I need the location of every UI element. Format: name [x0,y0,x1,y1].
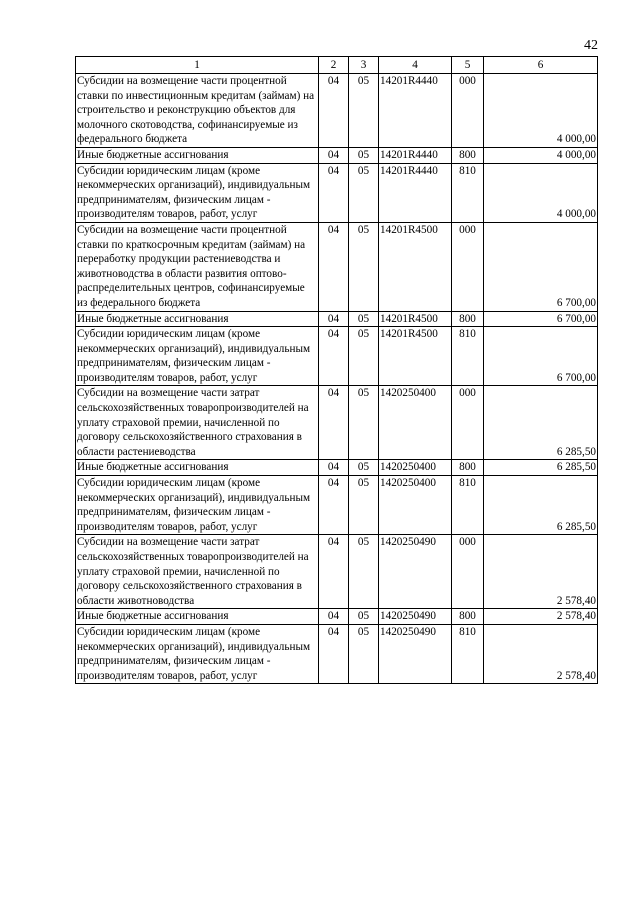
row-amount-cell: 2 578,40 [484,624,598,683]
row-name-cell: Иные бюджетные ассигнования [76,460,319,476]
table-row [76,386,598,460]
row-subsection-cell: 05 [349,386,379,460]
table-row [76,163,598,222]
row-section-cell: 04 [319,624,349,683]
row-section-cell: 04 [319,147,349,163]
row-name-cell: Субсидии юридическим лицам (кроме некоммерческих организаций), индивидуальным предпринимателям, физическим лицам - производителям товаров, работ, услуг [76,163,319,222]
row-expense-type-cell: 000 [452,535,484,609]
row-expense-type-cell: 800 [452,609,484,625]
row-expense-type-cell: 810 [452,476,484,535]
row-amount-cell: 6 700,00 [484,222,598,311]
row-amount-cell: 4 000,00 [484,163,598,222]
row-name-cell: Субсидии юридическим лицам (кроме некоммерческих организаций), индивидуальным предпринимателям, физическим лицам - производителям товаров, работ, услуг [76,476,319,535]
row-subsection-cell: 05 [349,311,379,327]
row-expense-type-cell: 810 [452,327,484,386]
header-col-2: 2 [319,57,349,74]
header-col-4: 4 [379,57,452,74]
row-section-cell: 04 [319,535,349,609]
row-expense-type-cell: 810 [452,624,484,683]
row-amount-cell: 6 285,50 [484,460,598,476]
row-expense-type-cell: 000 [452,222,484,311]
row-expense-type-cell: 000 [452,74,484,148]
row-amount-cell: 6 700,00 [484,311,598,327]
table-row [76,327,598,386]
row-expense-type-cell: 800 [452,311,484,327]
row-amount-cell: 6 285,50 [484,386,598,460]
row-target-article-cell: 14201R4500 [379,311,452,327]
header-col-1: 1 [76,57,319,74]
table-row [76,624,598,683]
table-row [76,609,598,625]
row-section-cell: 04 [319,460,349,476]
table-row [76,222,598,311]
table-body [76,57,598,684]
row-amount-cell: 2 578,40 [484,609,598,625]
row-section-cell: 04 [319,311,349,327]
row-name-cell: Субсидии юридическим лицам (кроме некоммерческих организаций), индивидуальным предпринимателям, физическим лицам - производителям товаров, работ, услуг [76,327,319,386]
table-header-row [76,57,598,74]
row-subsection-cell: 05 [349,609,379,625]
row-expense-type-cell: 800 [452,460,484,476]
row-target-article-cell: 14201R4440 [379,147,452,163]
table-row [76,74,598,148]
row-target-article-cell: 1420250400 [379,460,452,476]
row-amount-cell: 2 578,40 [484,535,598,609]
row-name-cell: Иные бюджетные ассигнования [76,609,319,625]
row-amount-cell: 6 700,00 [484,327,598,386]
row-section-cell: 04 [319,386,349,460]
row-name-cell: Иные бюджетные ассигнования [76,147,319,163]
budget-table [75,56,598,684]
row-target-article-cell: 1420250490 [379,624,452,683]
row-target-article-cell: 1420250490 [379,535,452,609]
row-amount-cell: 4 000,00 [484,147,598,163]
row-subsection-cell: 05 [349,327,379,386]
row-section-cell: 04 [319,609,349,625]
row-name-cell: Субсидии на возмещение части процентной ставки по инвестиционным кредитам (займам) на строительство и реконструкцию объектов для молочного скотоводства, софинансируемые из федерального бюджета [76,74,319,148]
row-expense-type-cell: 000 [452,386,484,460]
row-subsection-cell: 05 [349,476,379,535]
row-section-cell: 04 [319,476,349,535]
table-row [76,147,598,163]
row-target-article-cell: 14201R4440 [379,163,452,222]
row-section-cell: 04 [319,327,349,386]
row-section-cell: 04 [319,163,349,222]
table-row [76,535,598,609]
row-subsection-cell: 05 [349,222,379,311]
row-name-cell: Иные бюджетные ассигнования [76,311,319,327]
header-col-6: 6 [484,57,598,74]
table-row [76,311,598,327]
row-expense-type-cell: 800 [452,147,484,163]
table-row [76,476,598,535]
row-target-article-cell: 1420250400 [379,386,452,460]
header-col-5: 5 [452,57,484,74]
row-section-cell: 04 [319,74,349,148]
row-subsection-cell: 05 [349,163,379,222]
row-target-article-cell: 14201R4440 [379,74,452,148]
header-col-3: 3 [349,57,379,74]
row-name-cell: Субсидии юридическим лицам (кроме некоммерческих организаций), индивидуальным предпринимателям, физическим лицам - производителям товаров, работ, услуг [76,624,319,683]
page-number: 42 [584,38,598,53]
row-target-article-cell: 14201R4500 [379,222,452,311]
row-target-article-cell: 1420250490 [379,609,452,625]
row-expense-type-cell: 810 [452,163,484,222]
row-subsection-cell: 05 [349,147,379,163]
row-target-article-cell: 14201R4500 [379,327,452,386]
row-subsection-cell: 05 [349,535,379,609]
row-name-cell: Субсидии на возмещение части затрат сельскохозяйственных товаропроизводителей на уплату страховой премии, начисленной по договору сельскохозяйственного страхования в области растениеводства [76,386,319,460]
row-name-cell: Субсидии на возмещение части процентной ставки по краткосрочным кредитам (займам) на переработку продукции растениеводства и животноводства в области развития оптово-распределительных центров, софинансируемые из федерального бюджета [76,222,319,311]
row-subsection-cell: 05 [349,624,379,683]
row-name-cell: Субсидии на возмещение части затрат сельскохозяйственных товаропроизводителей на уплату страховой премии, начисленной по договору сельскохозяйственного страхования в области животноводства [76,535,319,609]
row-amount-cell: 4 000,00 [484,74,598,148]
row-section-cell: 04 [319,222,349,311]
row-target-article-cell: 1420250400 [379,476,452,535]
row-amount-cell: 6 285,50 [484,476,598,535]
row-subsection-cell: 05 [349,74,379,148]
row-subsection-cell: 05 [349,460,379,476]
table-row [76,460,598,476]
